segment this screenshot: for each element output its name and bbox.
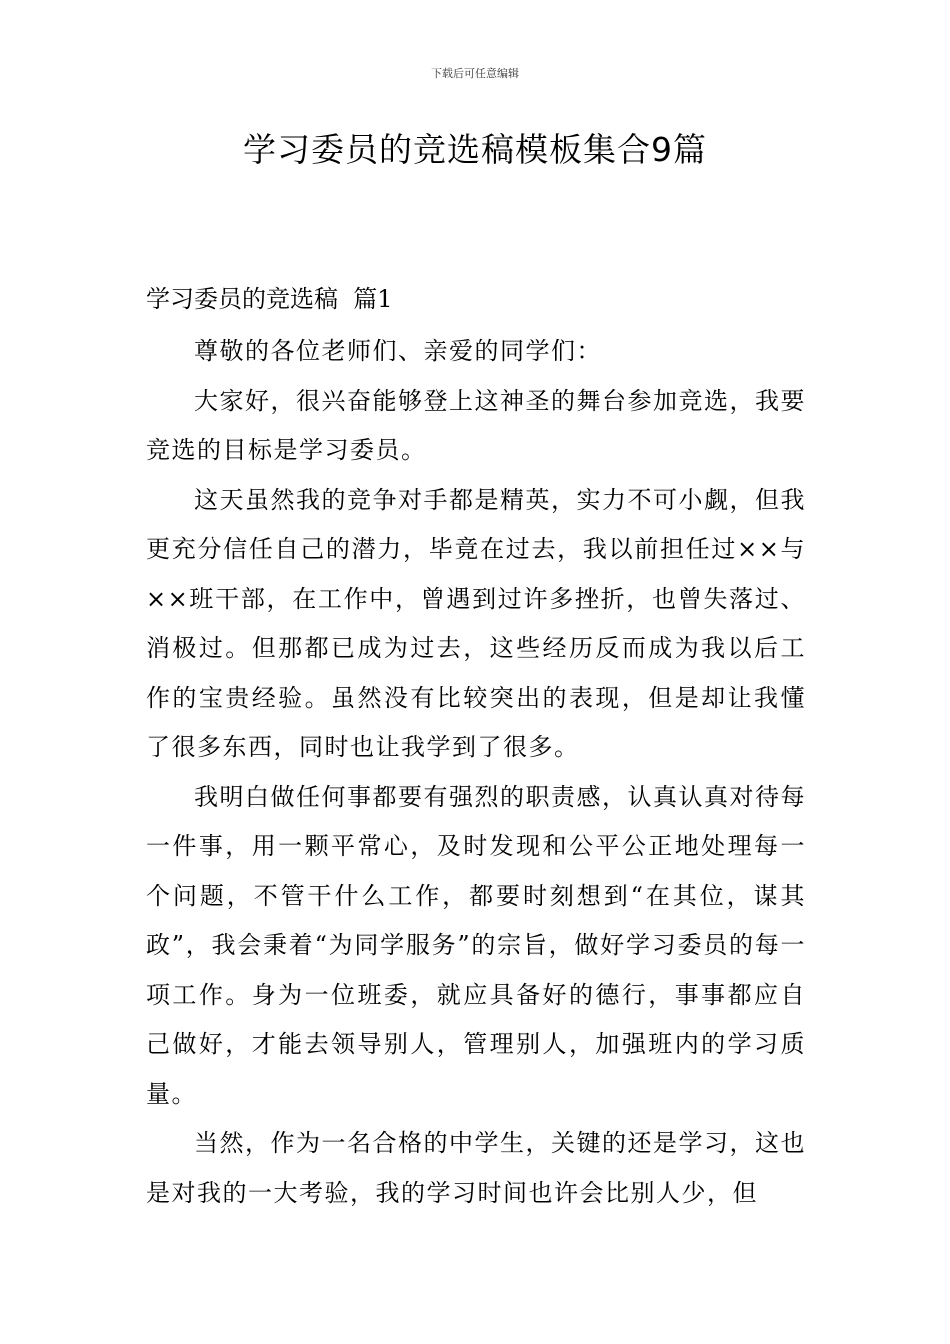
paragraph: 当然，作为一名合格的中学生，关键的还是学习，这也是对我的一大考验，我的学习时间也许会比别人少，但 bbox=[146, 1129, 806, 1207]
body-text bbox=[146, 327, 806, 1218]
header-note: 下载后可任意编辑 bbox=[431, 67, 519, 80]
document-title: 学习委员的竞选稿模板集合9篇 bbox=[243, 130, 707, 169]
paragraph: 这天虽然我的竞争对手都是精英，实力不可小觑，但我更充分信任自己的潜力，毕竟在过去，我以前担任过××与××班干部，在工作中，曾遇到过许多挫折，也曾失落过、消极过。但那都已成为过去，这些经历反而成为我以后工作的宝贵经验。虽然没有比较突出的表现，但是却让我懂了很多东西，同时也让我学到了很多。 bbox=[146, 485, 806, 761]
paragraph: 大家好，很兴奋能够登上这神圣的舞台参加竞选，我要竞选的目标是学习委员。 bbox=[146, 386, 806, 464]
paragraph: 我明白做任何事都要有强烈的职责感，认真认真对待每一件事，用一颗平常心，及时发现和公平公正地处理每一个问题，不管干什么工作，都要时刻想到“在其位，谋其政”，我会秉着“为同学服务”的宗旨，做好学习委员的每一项工作。身为一位班委，就应具备好的德行，事事都应自己做好，才能去领导别人，管理别人，加强班内的学习质量。 bbox=[146, 782, 806, 1108]
paragraph-greeting: 尊敬的各位老师们、亲爱的同学们： bbox=[194, 337, 602, 365]
section-heading: 学习委员的竞选稿 篇1 bbox=[146, 285, 393, 313]
